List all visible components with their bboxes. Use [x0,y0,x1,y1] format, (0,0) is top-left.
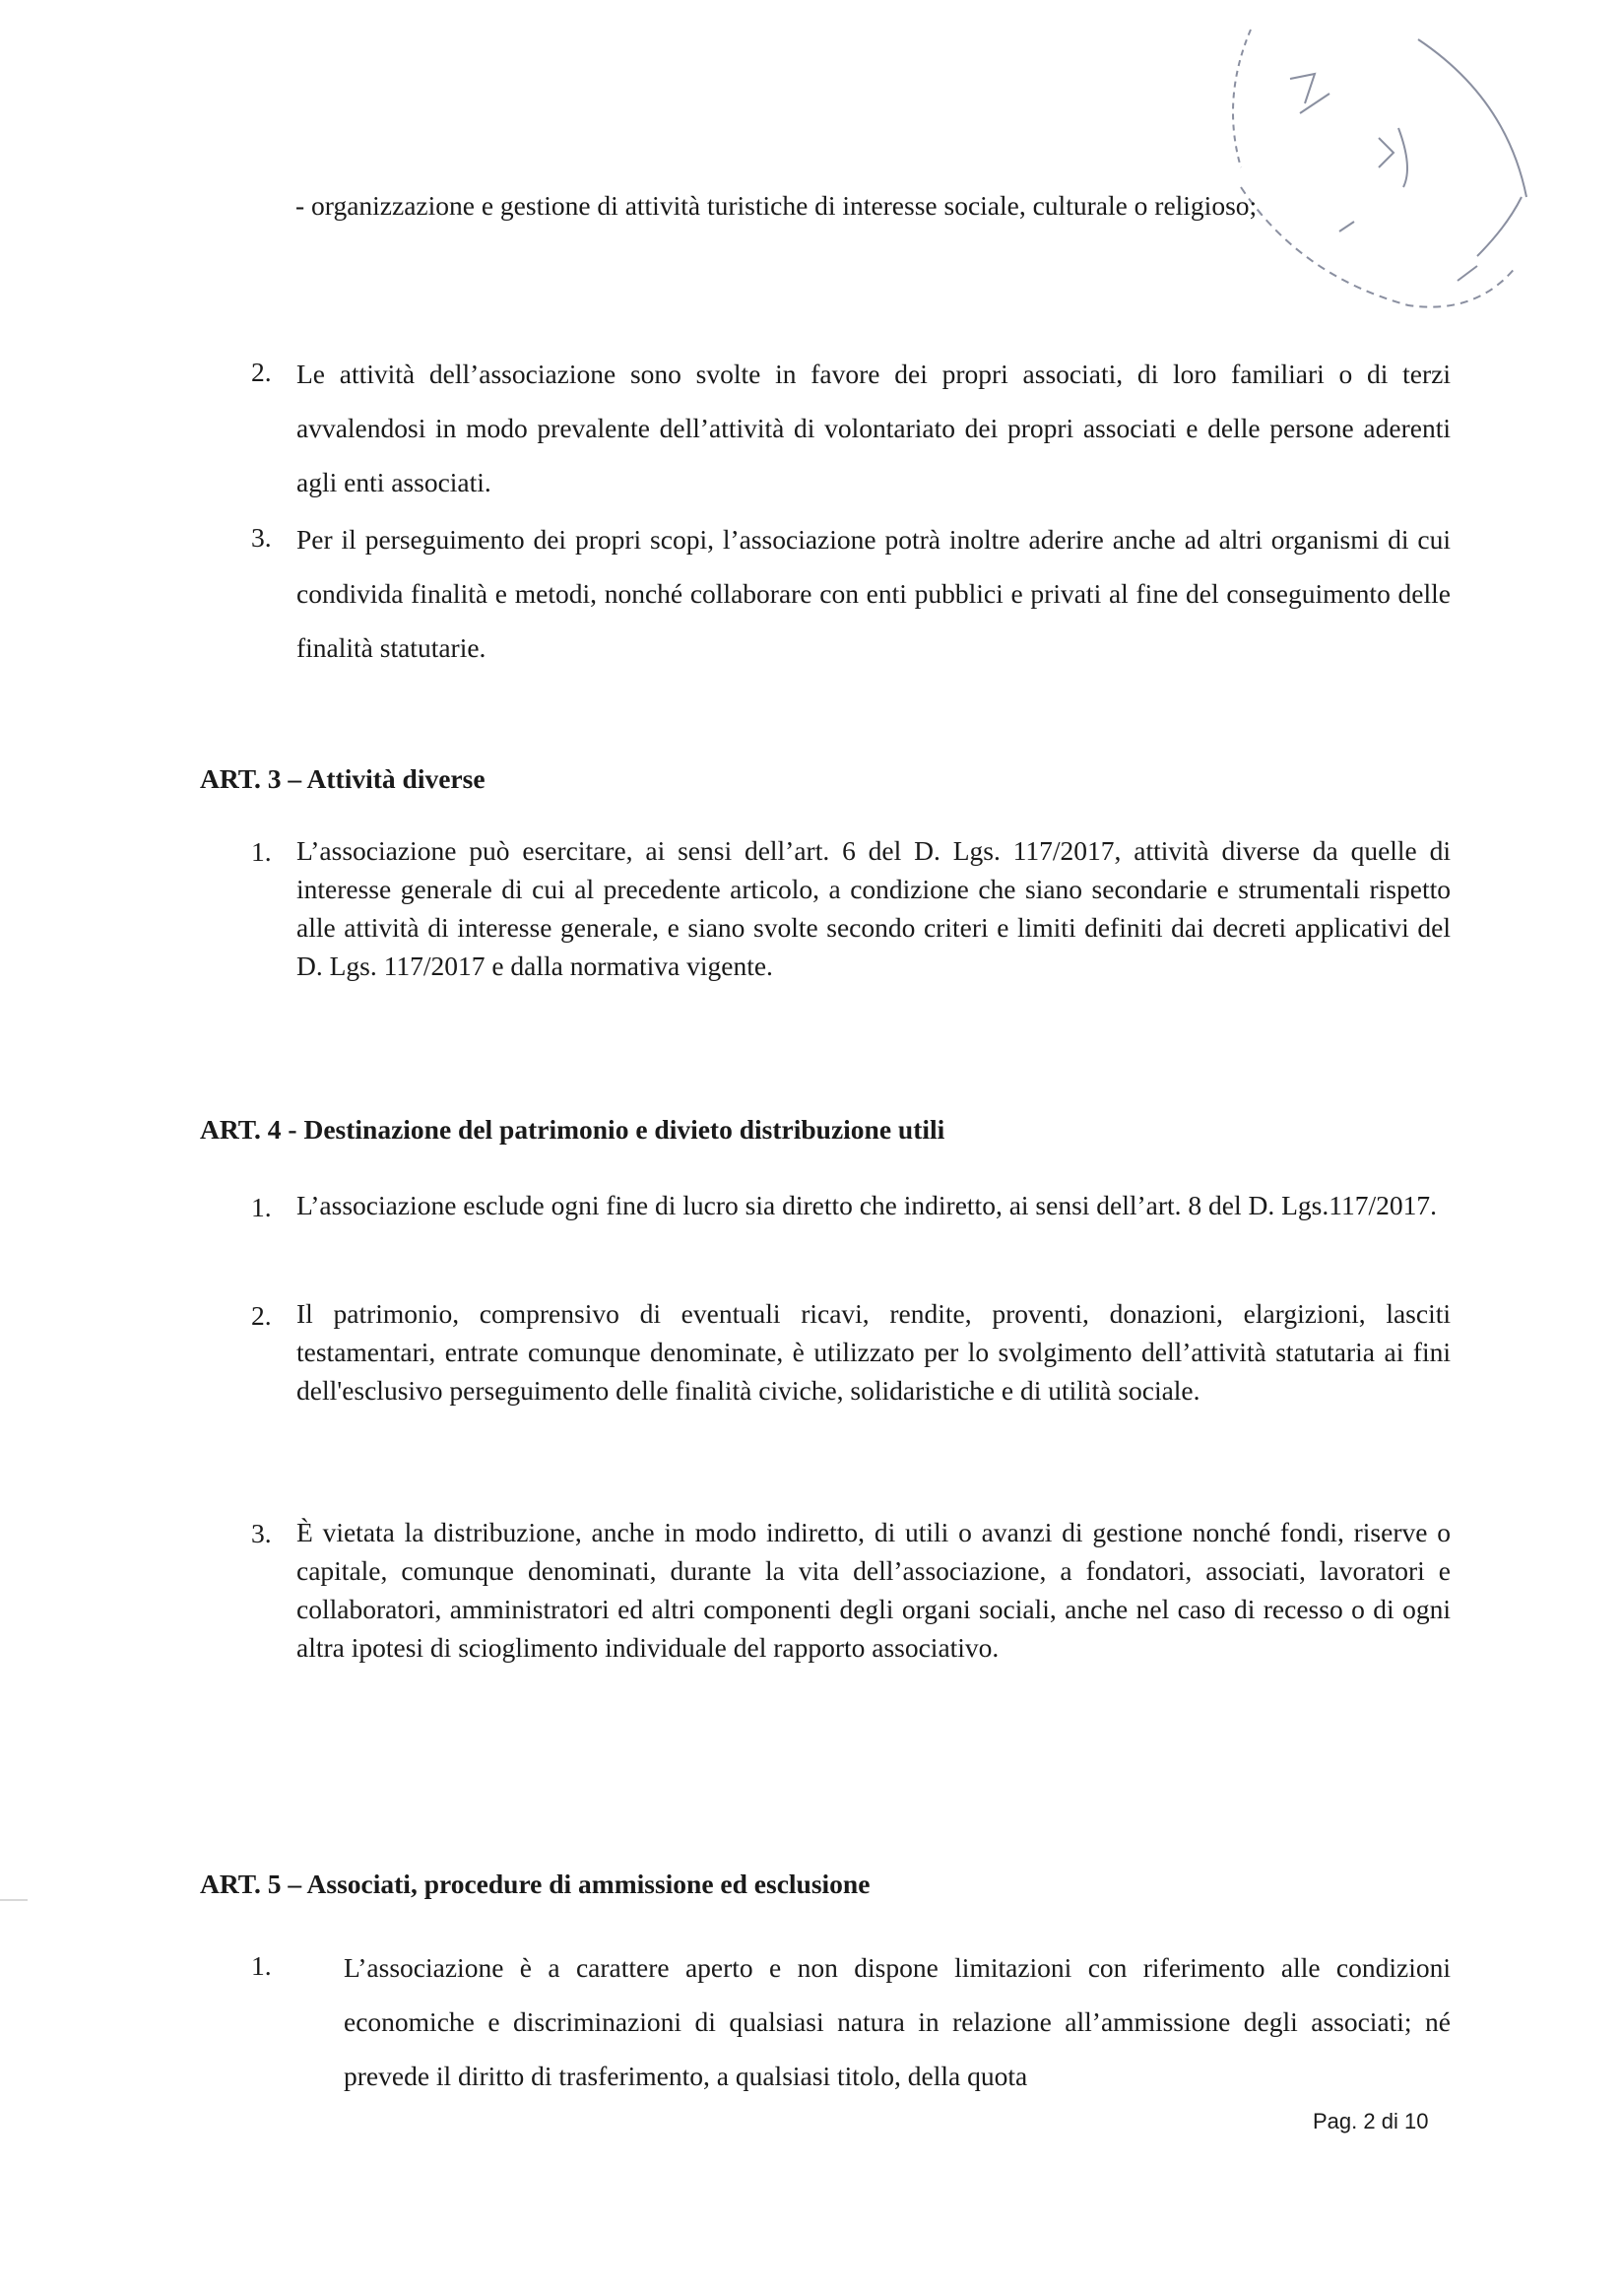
list-item-text: Le attività dell’associazione sono svolte in favore dei propri associati, di loro familiari o di terzi avvalendosi in modo prevalente dell’attività di volontariato dei propri associati e delle persone aderenti agli enti associati. [296,359,1451,497]
section-heading: ART. 5 – Associati, procedure di ammissione ed esclusione [200,1869,871,1899]
list-item-text: È vietata la distribuzione, anche in modo indiretto, di utili o avanzi di gestione nonché fondi, riserve o capitale, comunque denominati, durante la vita dell’associazione, a fondatori, associati, lavoratori e collaboratori, amministratori ed altri componenti degli organi sociali, anche nel caso di recesso o di ogni altra ipotesi di scioglimento individuale del rapporto associativo. [296,1517,1451,1663]
list-number: 1. [251,1192,272,1222]
list-number: 2. [251,1300,272,1331]
list-item [296,1513,1451,1667]
list-item [296,1186,1451,1224]
section-heading: ART. 3 – Attività diverse [200,763,486,794]
list-number: 3. [251,1518,272,1548]
list-number: 2. [251,357,272,387]
list-item-text: L’associazione può esercitare, ai sensi dell’art. 6 del D. Lgs. 117/2017, attività diverse da quelle di interesse generale di cui al precedente articolo, a condizione che siano secondarie e strumentali rispetto alle attività di interesse generale, e siano svolte secondo criteri e limiti definiti dai decreti applicativi del D. Lgs. 117/2017 e dalla normativa vigente. [296,835,1451,981]
list-item-text: L’associazione esclude ogni fine di lucro sia diretto che indiretto, ai sensi dell’art. 8 del D. Lgs.117/2017. [296,1190,1438,1220]
section-heading: ART. 4 - Destinazione del patrimonio e divieto distribuzione utili [200,1114,945,1145]
list-number: 3. [251,522,272,553]
list-item-carryover: - organizzazione e gestione di attività turistiche di interesse sociale, culturale o religioso; [295,190,1258,221]
list-item-text: Il patrimonio, comprensivo di eventuali ricavi, rendite, proventi, donazioni, elargizioni, lasciti testamentari, entrate comunque denominate, è utilizzato per lo svolgimento dell’attività statutaria ai fini dell'esclusivo perseguimento delle finalità civiche, solidaristiche e di utilità sociale. [296,1298,1451,1406]
margin-mark [0,1899,28,1901]
page-number: Pag. 2 di 10 [1313,2109,1429,2133]
list-number: 1. [251,836,272,867]
list-item [296,1294,1451,1410]
list-item [344,1940,1451,2103]
list-item [296,831,1451,985]
list-number: 1. [251,1950,272,1981]
list-item-text: Per il perseguimento dei propri scopi, l’associazione potrà inoltre aderire anche ad altri organismi di cui condivida finalità e metodi, nonché collaborare con enti pubblici e privati al fine del conseguimento delle finalità statutarie. [296,524,1451,663]
list-item [296,512,1451,675]
list-item-text: L’associazione è a carattere aperto e non dispone limitazioni con riferimento alle condizioni economiche e discriminazioni di qualsiasi natura in relazione all’ammissione degli associati; né prevede il diritto di trasferimento, a qualsiasi titolo, della quota [344,1952,1451,2091]
stamp-seal-icon [1182,20,1556,345]
list-item [296,347,1451,509]
